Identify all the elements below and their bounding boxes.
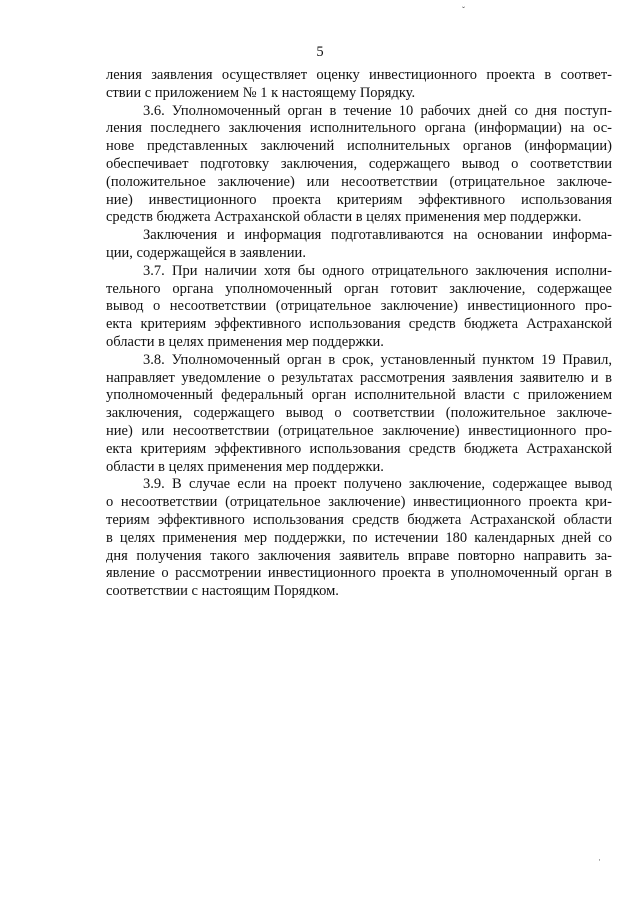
- text-line: области в целях применения мер поддержки.: [106, 333, 384, 350]
- text-line: екта критериям эффективного использования средств бюджета Астраханской: [106, 316, 612, 333]
- scan-mark-top: ˇ: [462, 5, 465, 15]
- text-line: заключения, содержащего вывод о соответствии (положительное заключе-: [106, 405, 612, 422]
- document-body: [106, 67, 612, 601]
- text-line: териям эффективного использования средств бюджета Астраханской области: [106, 511, 612, 528]
- text-line: Заключения и информация подготавливаются на основании информа-: [143, 227, 612, 244]
- paragraph-3-9: [106, 476, 612, 601]
- text-line: ления заявления осуществляет оценку инвестиционного проекта в соответ-: [106, 67, 612, 83]
- paragraph-3-6: [106, 103, 612, 228]
- paragraph-3-8: [106, 352, 612, 477]
- text-line: ствии с приложением № 1 к настоящему Порядку.: [106, 84, 416, 101]
- text-line: уполномоченный федеральный орган исполнительной власти с приложением: [106, 387, 612, 404]
- text-line: явление о рассмотрении инвестиционного проекта в уполномоченный орган в: [106, 565, 612, 582]
- paragraph-3-6-conclusions: [106, 227, 612, 263]
- text-line: области в целях применения мер поддержки.: [106, 458, 384, 475]
- text-line: соответствии с настоящим Порядком.: [106, 583, 339, 600]
- text-line: екта критериям эффективного использования средств бюджета Астраханской: [106, 440, 612, 457]
- page-number: 5: [316, 44, 324, 60]
- text-line: средств бюджета Астраханской области в целях применения мер поддержки.: [106, 209, 582, 226]
- text-line: (положительное заключение) или несоответствии (отрицательное заключе-: [106, 173, 612, 190]
- text-line: ции, содержащейся в заявлении.: [106, 244, 306, 261]
- paragraph-continuation: [106, 67, 612, 103]
- text-line: дня получения такого заключения заявитель вправе повторно направить за-: [106, 547, 612, 564]
- text-line: направляет уведомление о результатах рассмотрения заявления заявителю и в: [106, 369, 612, 386]
- text-line: ления последнего заключения исполнительного органа (информации) на ос-: [106, 120, 612, 137]
- text-line: ние) или несоответствии (отрицательное заключение) инвестиционного про-: [106, 422, 612, 439]
- text-line: обеспечивает подготовку заключения, содержащего вывод о соответствии: [106, 155, 612, 172]
- text-line: 3.8. Уполномоченный орган в срок, установленный пунктом 19 Правил,: [143, 351, 612, 368]
- paragraph-3-7: [106, 263, 612, 352]
- text-line: нове представленных заключений исполнительных органов (информации): [106, 138, 612, 155]
- text-line: 3.6. Уполномоченный орган в течение 10 рабочих дней со дня поступ-: [143, 102, 612, 119]
- text-line: 3.9. В случае если на проект получено заключение, содержащее вывод: [143, 476, 612, 493]
- text-line: вывод о несоответствии (отрицательное заключение) инвестиционного про-: [106, 298, 612, 315]
- text-line: в целях применения мер поддержки, по истечении 180 календарных дней со: [106, 529, 612, 546]
- text-line: 3.7. При наличии хотя бы одного отрицательного заключения исполни-: [143, 262, 612, 279]
- text-line: ние) инвестиционного проекта критериям эффективного использования: [106, 191, 612, 208]
- text-line: тельного органа уполномоченный орган готовит заключение, содержащее: [106, 280, 612, 297]
- scan-mark-bottom: ·: [598, 855, 601, 865]
- text-line: о несоответствии (отрицательное заключение) инвестиционного проекта кри-: [106, 494, 612, 511]
